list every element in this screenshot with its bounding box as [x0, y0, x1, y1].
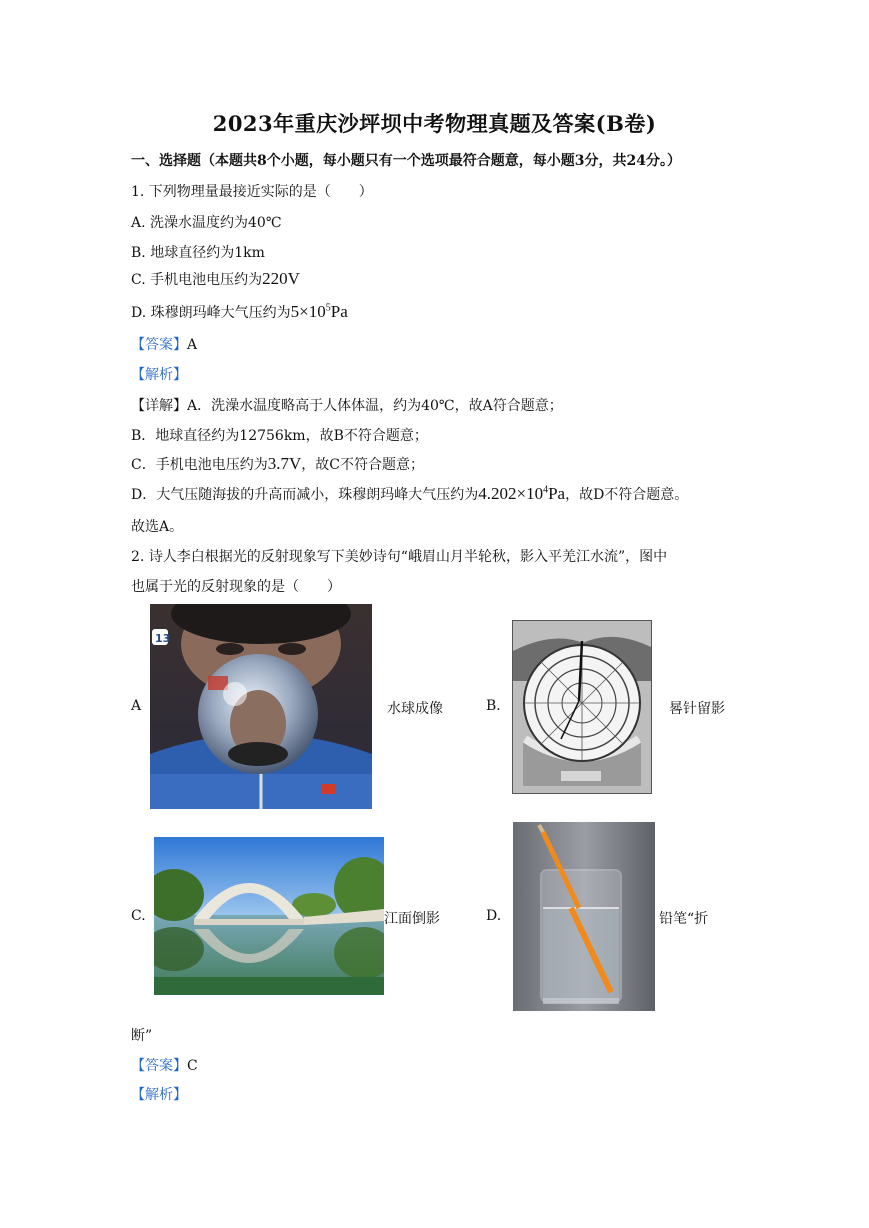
- q1-detail-d-math: [478, 484, 565, 503]
- q1-option-d-text: D. 珠穆朗玛峰大气压约为: [131, 305, 291, 321]
- q1-option-c-math: 220V: [262, 269, 300, 288]
- q1-option-c-text: C. 手机电池电压约为: [131, 272, 263, 288]
- q1-detail-b: B．地球直径约为12756km，故B不符合题意；: [131, 428, 428, 444]
- q1-stem: 1. 下列物理量最接近实际的是（ ）: [131, 184, 373, 200]
- q2-option-c-label: 江面倒影: [384, 911, 440, 927]
- section-heading: 一、选择题（本题共8个小题，每小题只有一个选项最符合题意，每小题3分，共24分。）: [131, 153, 681, 169]
- q1-option-d-exp: 5: [325, 302, 331, 314]
- q1-option-b: B. 地球直径约为1km: [131, 245, 265, 261]
- q2-option-c-letter: C.: [131, 908, 146, 924]
- q2-stem-line2: 也属于光的反射现象的是（ ）: [131, 579, 341, 595]
- q1-detail-c-post: ，故C不符合题意；: [301, 457, 424, 473]
- q2-option-a-letter: A: [131, 698, 142, 714]
- q2-option-b-label: 晷针留影: [669, 701, 725, 717]
- q1-answer-label: 【答案】: [131, 337, 187, 353]
- q2-answer-label: 【答案】: [131, 1058, 187, 1074]
- q2-answer: [131, 1055, 198, 1075]
- q1-detail-d-pre: D．大气压随海拔的升高而减小，珠穆朗玛峰大气压约为: [131, 487, 479, 503]
- q1-detail-a: [131, 395, 563, 415]
- q1-answer-value: A: [187, 337, 198, 353]
- q2-option-a-label: 水球成像: [387, 701, 443, 717]
- q1-detail-d: [131, 484, 688, 504]
- q2-option-d-label-continued: 断”: [131, 1028, 153, 1044]
- q1-option-a: A. 洗澡水温度约为40℃: [131, 215, 282, 231]
- q2-analysis-label: 【解析】: [131, 1087, 187, 1103]
- q1-detail-d-exp: 4: [543, 484, 549, 496]
- q2-answer-value: C: [187, 1058, 198, 1074]
- q1-detail-d-post: ，故D不符合题意。: [565, 487, 689, 503]
- pencil-in-water-photo: [513, 822, 655, 1011]
- q1-detail-d-unit: Pa: [548, 484, 566, 503]
- q1-option-d-math: [291, 302, 348, 321]
- q1-option-d-base: 5×10: [290, 302, 326, 321]
- q1-detail-c: [131, 454, 424, 474]
- q1-detail-c-math: 3.7V: [267, 454, 302, 473]
- bridge-reflection-photo: [154, 837, 384, 995]
- q1-conclusion: 故选A。: [131, 519, 184, 535]
- q1-option-d-unit: Pa: [330, 302, 348, 321]
- q2-option-d-letter: D.: [486, 908, 502, 924]
- q2-option-b-letter: B.: [486, 698, 501, 714]
- q1-detail-a-text: A．洗澡水温度略高于人体体温，约为40℃，故A符合题意；: [187, 398, 563, 414]
- q1-option-c: [131, 269, 300, 289]
- q1-analysis-label: 【解析】: [131, 367, 187, 383]
- q2-option-d-label: 铅笔“折: [659, 911, 709, 927]
- q1-option-d: [131, 302, 348, 322]
- sundial-photo: [512, 620, 652, 794]
- q1-answer: [131, 334, 197, 354]
- water-ball-photo: [150, 604, 372, 809]
- q1-detail-d-base: 4.202×10: [478, 484, 544, 503]
- q1-detail-c-pre: C．手机电池电压约为: [131, 457, 268, 473]
- page-title: 2023年重庆沙坪坝中考物理真题及答案(B卷): [212, 111, 657, 136]
- svg-text:13: 13: [155, 632, 171, 645]
- q1-detail-label: 【详解】: [131, 398, 187, 414]
- q2-stem-line1: 2. 诗人李白根据光的反射现象写下美妙诗句“峨眉山月半轮秋，影入平羌江水流”，图中: [131, 549, 668, 565]
